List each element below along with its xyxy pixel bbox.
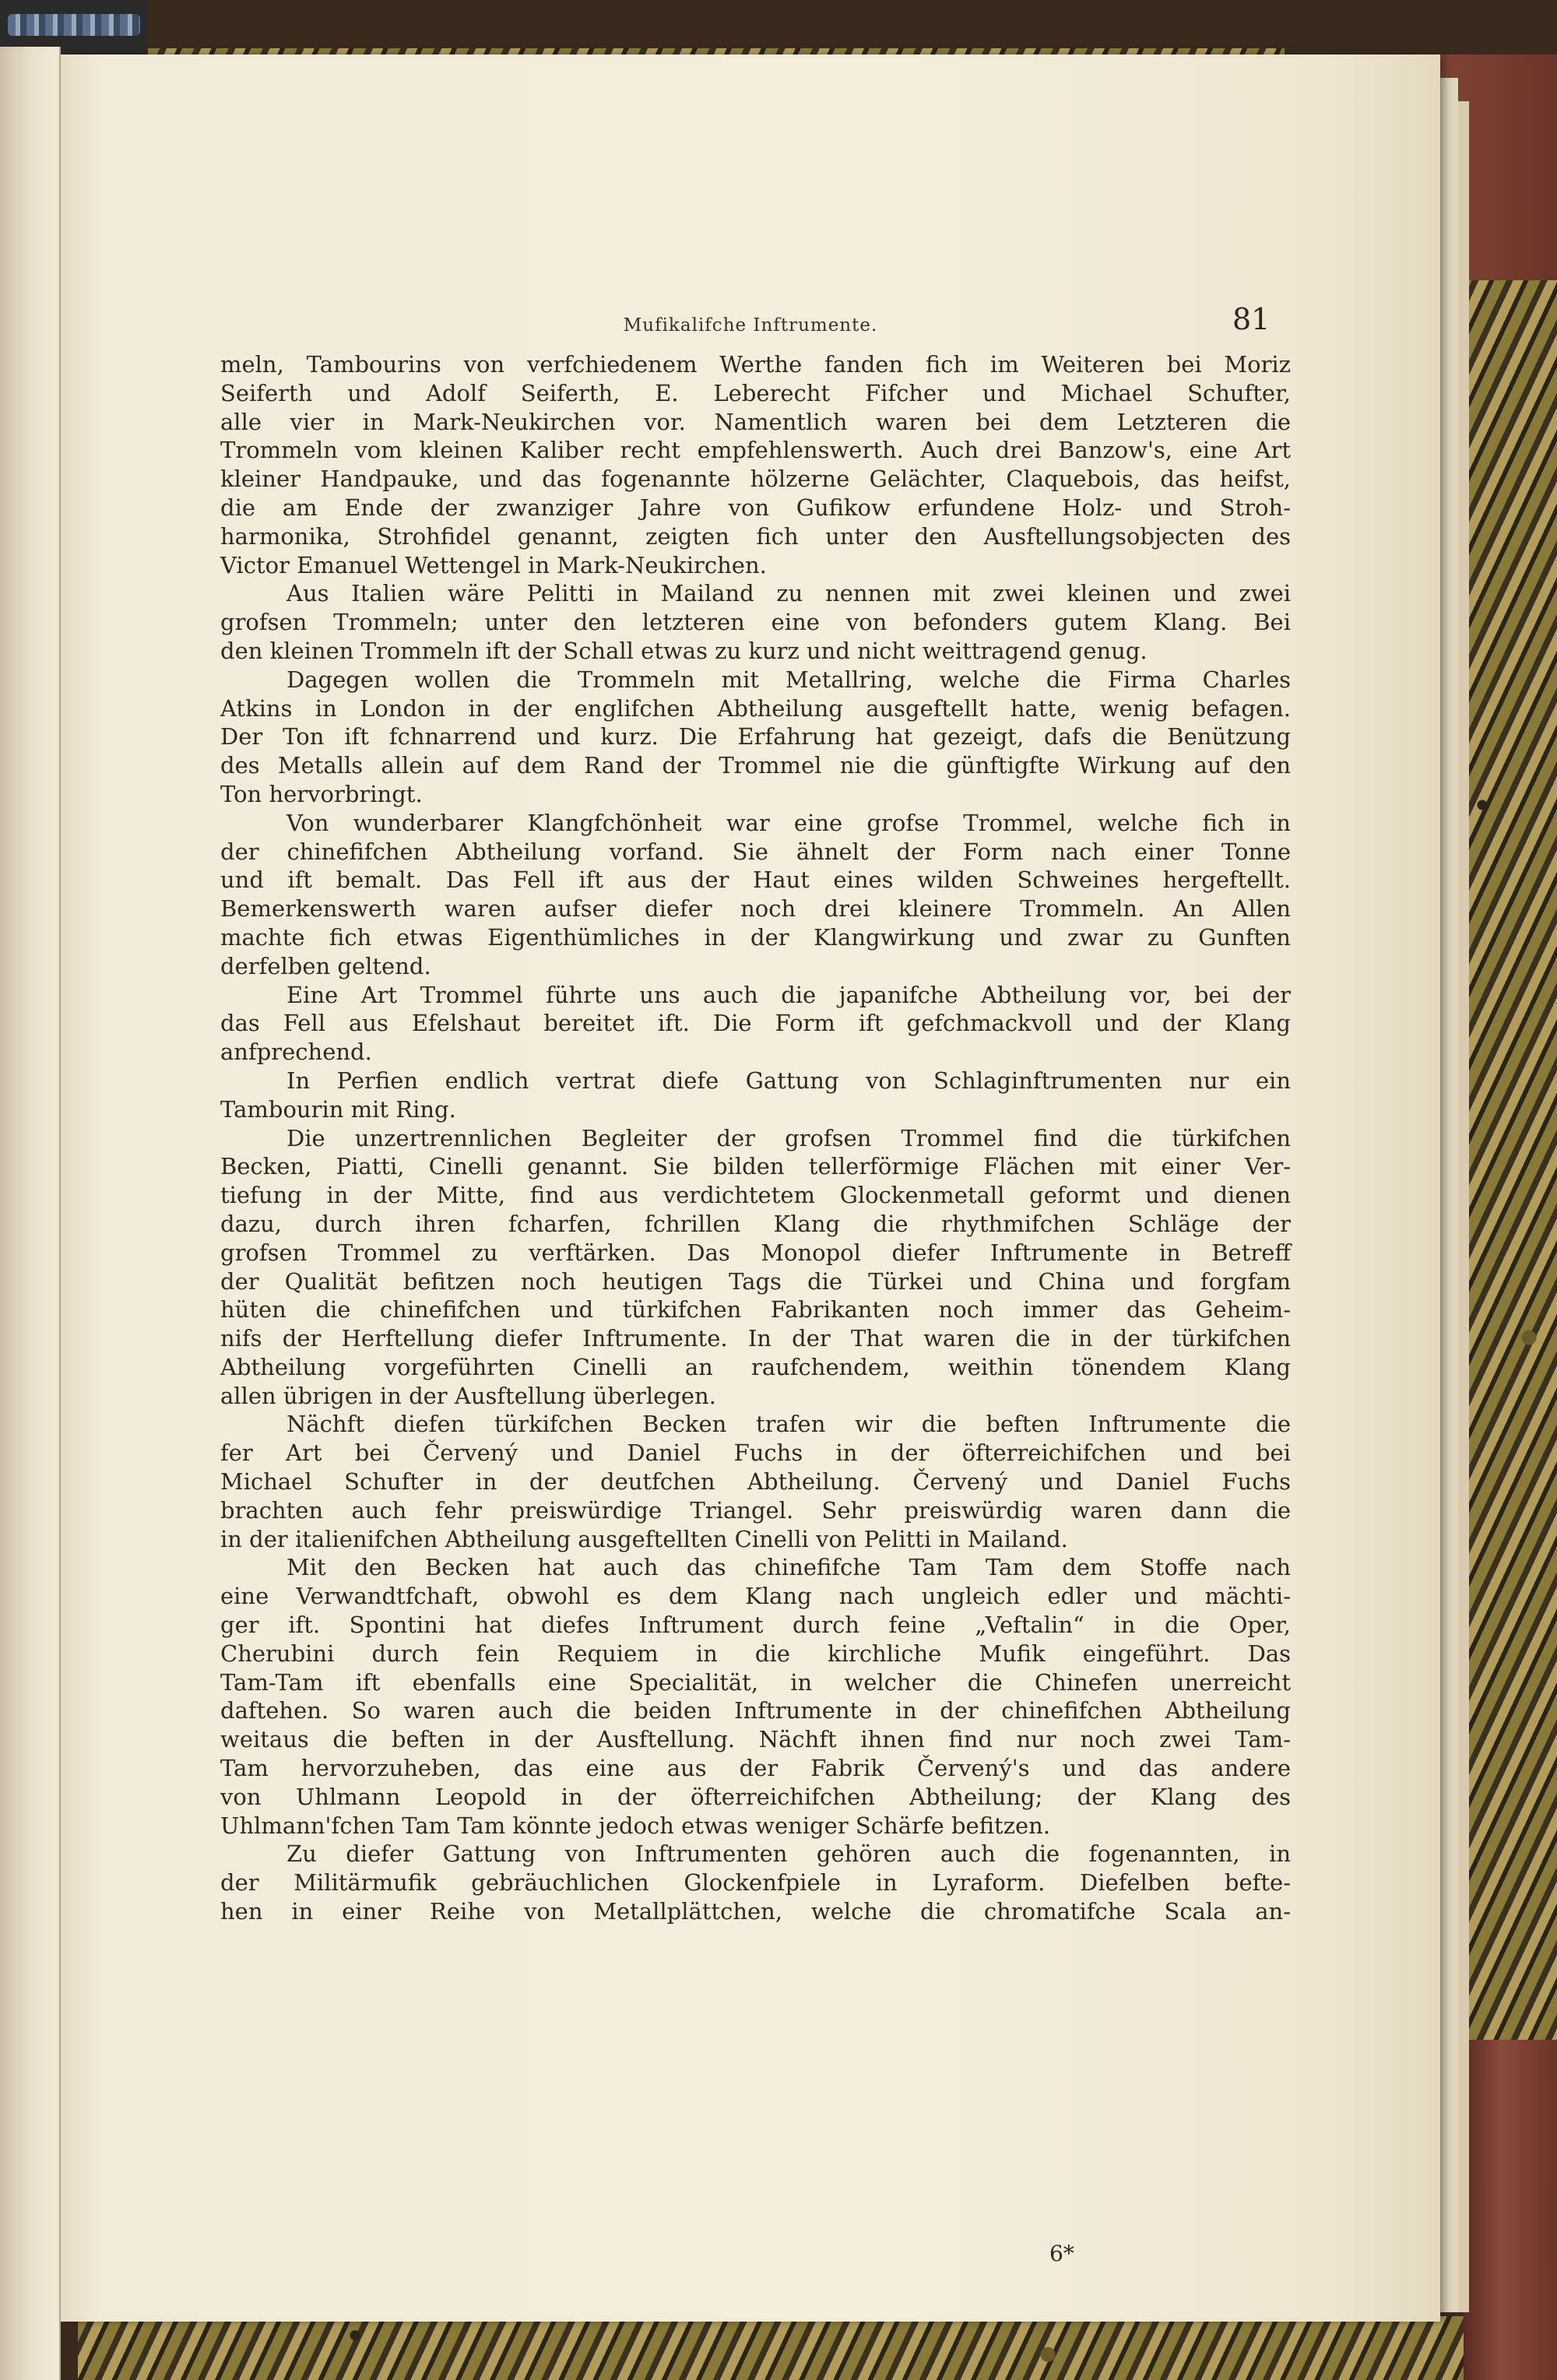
text-line: tiefung in der Mitte, find aus verdichtetem Glockenmetall geformt und dienen (220, 1182, 1291, 1209)
text-line: fer Art bei Červený und Daniel Fuchs in der öfterreichifchen und bei (220, 1440, 1291, 1467)
text-line: nifs der Herftellung diefer Inftrumente. In der That waren die in der türkifchen (220, 1325, 1291, 1352)
text-line: Uhlmann'fchen Tam Tam könnte jedoch etwas weniger Schärfe befitzen. (220, 1812, 1051, 1839)
text-line: Tam-Tam ift ebenfalls eine Specialität, in welcher die Chinefen unerreicht (220, 1668, 1291, 1696)
text-line: in der italienifchen Abtheilung ausgeftellten Cinelli von Pelitti in Mailand. (220, 1525, 1068, 1552)
body-text (220, 350, 1291, 1926)
text-line: dazu, durch ihren fcharfen, fchrillen Klang die rhythmifchen Schläge der (220, 1210, 1291, 1237)
text-line: Tam hervorzuheben, das eine aus der Fabrik Červený's und das andere (220, 1755, 1291, 1782)
text-line: Nächft diefen türkifchen Becken trafen wir die beften Inftrumente die (286, 1411, 1291, 1438)
text-line: hen in einer Reihe von Metallplättchen, welche die chromatifche Scala an- (220, 1898, 1291, 1925)
text-line: des Metalls allein auf dem Rand der Trommel nie die günftigfte Wirkung auf den (220, 752, 1291, 779)
page-stack-edge (1440, 78, 1458, 2312)
cloth-cover-bottom-right (1464, 2040, 1557, 2380)
text-line: Seiferth und Adolf Seiferth, E. Leberecht Fifcher und Michael Schufter, (220, 379, 1291, 406)
text-line: Becken, Piatti, Cinelli genannt. Sie bilden tellerförmige Flächen mit einer Ver- (220, 1153, 1291, 1180)
text-line: Zu diefer Gattung von Inftrumenten gehören auch die fogenannten, in (286, 1840, 1291, 1868)
text-line: In Perfien endlich vertrat diefe Gattung von Schlaginftrumenten nur ein (286, 1067, 1291, 1094)
text-line: der Qualität befitzen noch heutigen Tags die Türkei und China und forgfam (220, 1267, 1291, 1295)
text-line: der Militärmufik gebräuchlichen Glockenfpiele in Lyraform. Diefelben befte- (220, 1869, 1291, 1897)
text-line: brachten auch fehr preiswürdige Triangel. Sehr preiswürdig waren dann die (220, 1496, 1291, 1524)
binding-thread (8, 14, 140, 36)
text-line: anfprechend. (220, 1039, 372, 1066)
text-line: Victor Emanuel Wettengel in Mark-Neukirchen. (220, 551, 767, 578)
text-line: Der Ton ift fchnarrend und kurz. Die Erfahrung hat gezeigt, dafs die Benützung (220, 723, 1291, 751)
running-head: Mufikalifche Inftrumente. (623, 315, 878, 336)
text-line: ger ift. Spontini hat diefes Inftrument durch feine „Veftalin“ in die Oper, (220, 1612, 1291, 1639)
text-line: harmonika, Strohfidel genannt, zeigten fich unter den Ausftellungsobjecten des (220, 522, 1291, 550)
text-line: Dagegen wollen die Trommeln mit Metallring, welche die Firma Charles (286, 666, 1291, 693)
text-line: Cherubini durch fein Requiem in die kirchliche Mufik eingeführt. Das (220, 1640, 1291, 1667)
text-line: meln, Tambourins von verfchiedenem Werthe fanden fich im Weiteren bei Moriz (220, 351, 1291, 378)
marbled-right-edge (1464, 272, 1557, 2048)
text-line: weitaus die beften in der Ausftellung. Nächft ihnen find nur noch zwei Tam- (220, 1726, 1291, 1753)
text-line: Die unzertrennlichen Begleiter der grofsen Trommel find die türkifchen (286, 1124, 1291, 1151)
text-line: die am Ende der zwanziger Jahre von Gufikow erfundene Holz- und Stroh- (220, 494, 1291, 521)
text-line: Abtheilung vorgeführten Cinelli an raufchendem, weithin tönendem Klang (220, 1353, 1291, 1380)
text-line: von Uhlmann Leopold in der öfterreichifchen Abtheilung; der Klang des (220, 1783, 1291, 1810)
left-page-edge (0, 47, 61, 2380)
text-line: grofsen Trommel zu verftärken. Das Monopol diefer Inftrumente in Betreff (220, 1239, 1291, 1266)
text-line: allen übrigen in der Ausftellung überlegen. (220, 1382, 716, 1409)
text-line: machte fich etwas Eigenthümliches in der Klangwirkung und zwar zu Gunften (220, 923, 1291, 951)
text-line: Ton hervorbringt. (220, 780, 423, 807)
text-line: und ift bemalt. Das Fell ift aus der Haut eines wilden Schweines hergeftellt. (220, 867, 1291, 894)
text-line: Atkins in London in der englifchen Abtheilung ausgeftellt hatte, wenig befagen. (220, 694, 1291, 722)
page-stack-edge (1457, 101, 1469, 2312)
text-line: der chinefifchen Abtheilung vorfand. Sie ähnelt der Form nach einer Tonne (220, 838, 1291, 865)
text-line: das Fell aus Efelshaut bereitet ift. Die Form ift gefchmackvoll und der Klang (220, 1010, 1291, 1037)
text-line: alle vier in Mark-Neukirchen vor. Namentlich waren bei dem Letzteren die (220, 408, 1291, 435)
text-line: kleiner Handpauke, und das fogenannte hölzerne Gelächter, Claquebois, das heifst, (220, 466, 1291, 493)
text-line: Aus Italien wäre Pelitti in Mailand zu nennen mit zwei kleinen und zwei (286, 580, 1291, 607)
text-line: Eine Art Trommel führte uns auch die japanifche Abtheilung vor, bei der (286, 981, 1291, 1008)
printer-signature: 6* (1049, 2241, 1074, 2266)
page-number: 81 (1232, 302, 1271, 336)
text-line: Trommeln vom kleinen Kaliber recht empfehlenswerth. Auch drei Banzow's, eine Art (220, 437, 1291, 464)
text-line: Mit den Becken hat auch das chinefifche Tam Tam dem Stoffe nach (286, 1554, 1291, 1581)
book-page (61, 54, 1440, 2322)
text-line: derfelben geltend. (220, 952, 431, 979)
text-line: eine Verwandtfchaft, obwohl es dem Klang nach ungleich edler und mächti- (220, 1583, 1291, 1610)
text-line: Tambourin mit Ring. (220, 1095, 456, 1123)
text-line: daftehen. So waren auch die beiden Inftrumente in der chinefifchen Abtheilung (220, 1697, 1291, 1724)
text-line: grofsen Trommeln; unter den letzteren eine von befonders gutem Klang. Bei (220, 609, 1291, 636)
marbled-bottom-edge (78, 2316, 1464, 2380)
text-line: Michael Schufter in der deutfchen Abtheilung. Červený und Daniel Fuchs (220, 1468, 1291, 1496)
text-line: hüten die chinefifchen und türkifchen Fabrikanten noch immer das Geheim- (220, 1296, 1291, 1324)
text-line: den kleinen Trommeln ift der Schall etwas zu kurz und nicht weittragend genug. (220, 637, 1148, 664)
text-line: Bemerkenswerth waren aufser diefer noch drei kleinere Trommeln. An Allen (220, 895, 1291, 923)
text-line: Von wunderbarer Klangfchönheit war eine grofse Trommel, welche fich in (286, 809, 1291, 836)
